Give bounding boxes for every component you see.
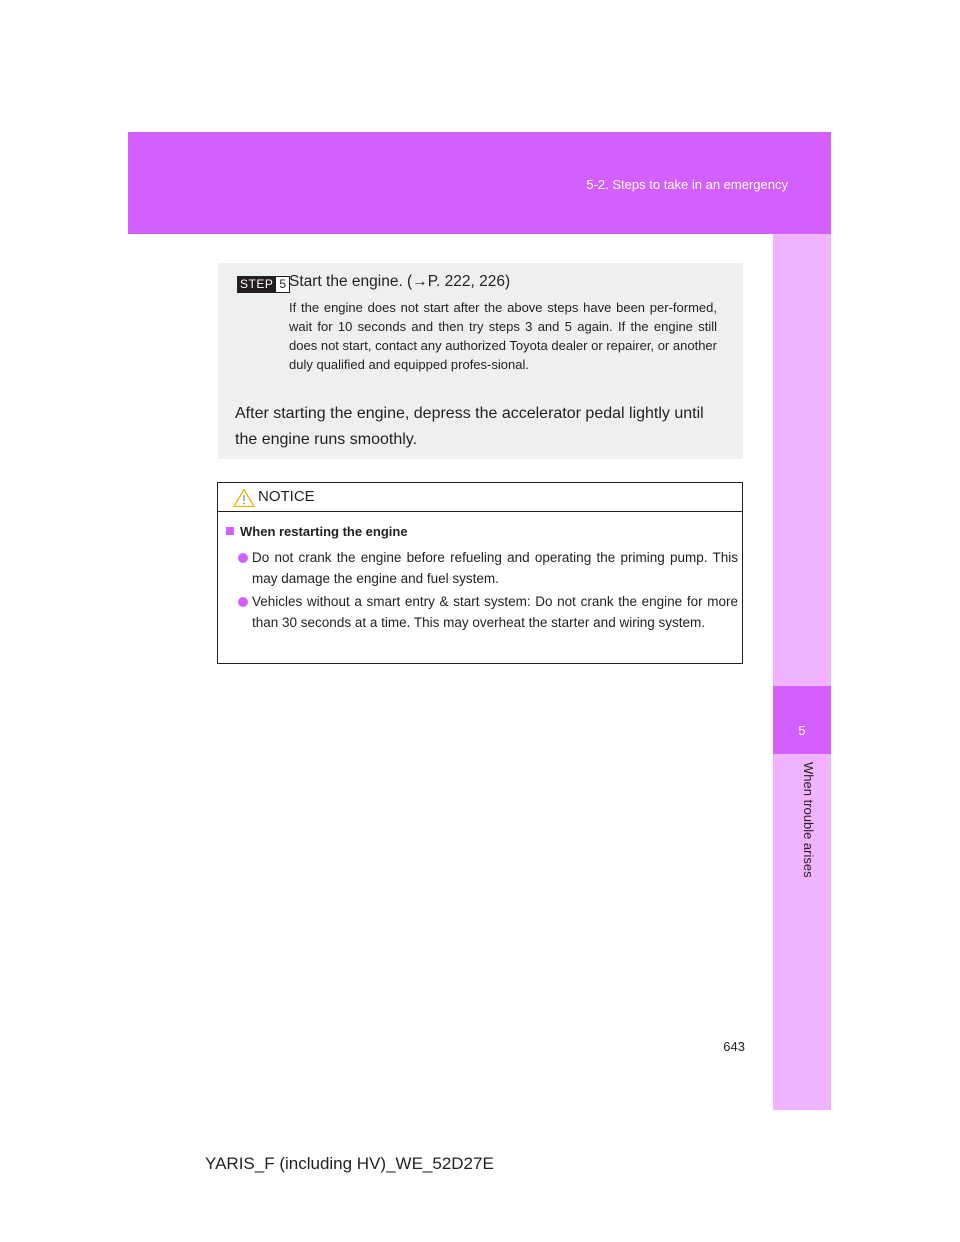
section-title: 5-2. Steps to take in an emergency [586,177,788,192]
chapter-number: 5 [798,723,806,738]
notice-subheading-text: When restarting the engine [240,524,408,539]
chapter-tab-active-block [773,686,831,754]
step-note: After starting the engine, depress the accelerator pedal lightly until the engine runs smoothly. [235,405,704,448]
notice-bullet [238,591,738,633]
step-detail: If the engine does not start after the above steps have been per-formed, wait for 10 seconds and then try steps 3 and 5 again. If the engine still does not start, contact any authorized Toyota dealer or repairer, or another duly qualified and equipped profes-sional. [289,300,717,372]
notice-bullet-text: Do not crank the engine before refueling and operating the priming pump. This may damage the engine and fuel system. [252,550,738,586]
notice-bullet-text: Vehicles without a smart entry & start system: Do not crank the engine for more than 30 seconds at a time. This may overheat the starter and wiring system. [252,594,738,630]
step-title: Start the engine. (→P. 222, 226) [289,273,511,290]
notice-subheading [226,524,408,539]
step-badge-number: 5 [276,276,290,293]
header-band [128,132,831,234]
footer-document-id: YARIS_F (including HV)_WE_52D27E [205,1154,494,1173]
round-bullet-icon [238,553,248,563]
chapter-side-tab [773,234,831,1110]
notice-bullet [238,547,738,589]
chapter-label: When trouble arises [801,762,816,878]
square-bullet-icon [226,527,234,535]
step-box [218,263,743,459]
warning-triangle-icon [233,488,255,508]
step-badge [237,276,290,293]
round-bullet-icon [238,597,248,607]
notice-box [217,482,743,664]
page-number: 643 [723,1039,745,1054]
notice-header [218,483,742,512]
step-badge-word: STEP [237,276,276,293]
notice-title: NOTICE [258,488,315,505]
